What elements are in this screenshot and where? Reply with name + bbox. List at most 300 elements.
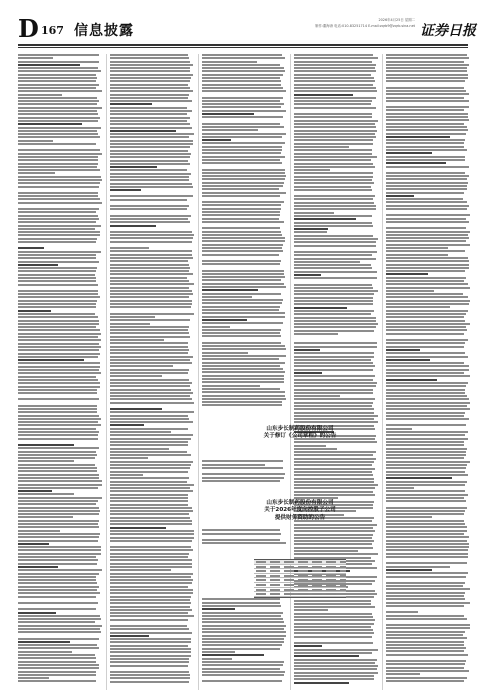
body-text-line (386, 540, 467, 542)
financial-aid-table (254, 559, 346, 598)
body-text-line (110, 270, 189, 272)
body-text-line (110, 438, 191, 440)
body-text-line (110, 408, 162, 410)
body-text-line (386, 109, 464, 111)
body-text-line (110, 103, 152, 105)
body-text-line (18, 61, 99, 63)
body-text-line (110, 533, 194, 535)
body-text-line (202, 87, 283, 89)
body-text-line (386, 566, 450, 568)
body-text-line (18, 127, 101, 129)
body-text-line (110, 218, 188, 220)
body-text-line (386, 359, 430, 361)
body-text-line (294, 534, 373, 536)
body-text-line (202, 254, 279, 256)
body-text-line (386, 221, 469, 223)
body-text-line (202, 362, 285, 364)
body-text-line (202, 159, 280, 161)
body-text-line (386, 267, 469, 269)
body-text-line (110, 287, 189, 289)
body-text-line (110, 163, 190, 165)
body-text-line (386, 523, 465, 525)
body-text-line (18, 671, 96, 673)
body-text-line (386, 588, 470, 590)
body-text-line (202, 172, 285, 174)
body-text-line (18, 680, 96, 682)
body-text-line (110, 415, 188, 417)
body-text-line (386, 454, 466, 456)
body-text-line (202, 214, 280, 216)
body-text-line (386, 530, 467, 532)
body-text-line (294, 67, 375, 69)
body-text-line (202, 391, 285, 393)
body-text-line (202, 365, 280, 367)
body-text-line (294, 412, 374, 414)
body-text-line (18, 493, 74, 495)
body-text-line (110, 107, 187, 109)
body-text-line (110, 136, 189, 138)
body-text-line (18, 176, 101, 178)
body-text-line (294, 176, 373, 178)
body-text-line (386, 237, 469, 239)
body-text-line (110, 389, 191, 391)
body-text-line (18, 569, 102, 571)
body-text-line (18, 57, 53, 59)
body-text-line (18, 523, 98, 525)
body-text-line (202, 306, 280, 308)
body-text-line (110, 254, 192, 256)
body-text-line (18, 444, 74, 446)
body-text-line (110, 392, 193, 394)
body-text-line (18, 602, 98, 604)
body-text-line (110, 461, 193, 463)
body-text-line (18, 251, 101, 253)
body-text-line (18, 136, 100, 138)
body-text-line (294, 310, 374, 312)
body-text-line (18, 641, 70, 643)
body-text-line (110, 582, 192, 584)
body-text-line (110, 346, 188, 348)
body-text-line (202, 299, 283, 301)
body-text-line (294, 323, 378, 325)
body-text-line (294, 659, 377, 661)
body-text-line (386, 451, 466, 453)
body-text-line (386, 178, 467, 180)
body-text-line (18, 428, 96, 430)
body-text-line (386, 329, 467, 331)
body-text-line (110, 293, 193, 295)
body-text-line (110, 537, 194, 539)
body-text-line (294, 362, 373, 364)
body-text-line (386, 582, 465, 584)
body-text-line (294, 64, 376, 66)
body-text-line (202, 149, 282, 151)
body-text-line (202, 539, 280, 541)
body-text-line (386, 556, 468, 558)
body-text-line (110, 339, 164, 341)
body-text-line (294, 120, 378, 122)
body-text-line (294, 448, 337, 450)
body-text-line (18, 284, 98, 286)
body-text-line (18, 664, 99, 666)
body-text-line (18, 179, 102, 181)
body-text-line (386, 264, 469, 266)
body-text-line (202, 631, 286, 633)
body-text-line (294, 395, 340, 397)
body-text-line (18, 625, 102, 627)
body-text-line (18, 257, 96, 259)
body-text-line (386, 303, 469, 305)
body-text-line (386, 641, 464, 643)
body-text-line (18, 329, 100, 331)
body-text-line (202, 227, 280, 229)
body-text-line (18, 153, 102, 155)
body-text-line (294, 451, 376, 453)
body-text-line (18, 438, 98, 440)
body-text-line (386, 667, 464, 669)
body-text-line (294, 271, 377, 273)
body-text-line (294, 609, 328, 611)
body-text-line (294, 553, 378, 555)
body-text-line (202, 208, 281, 210)
body-text-line (202, 658, 232, 660)
body-text-line (386, 365, 469, 367)
body-text-line (202, 54, 282, 56)
body-text-line (202, 77, 280, 79)
body-text-line (18, 234, 100, 236)
body-text-line (386, 113, 468, 115)
body-text-line (294, 274, 321, 276)
body-text-line (386, 195, 414, 197)
body-text-line (386, 254, 448, 256)
body-text-line (110, 208, 187, 210)
body-text-line (18, 149, 100, 151)
column-divider (106, 54, 107, 690)
body-text-line (294, 238, 378, 240)
body-text-line (294, 385, 376, 387)
body-text-line (202, 169, 285, 171)
body-text-line (202, 395, 285, 397)
body-text-line (18, 369, 99, 371)
body-text-line (18, 589, 97, 591)
body-text-line (294, 116, 372, 118)
body-text-line (386, 497, 464, 499)
body-text-line (294, 623, 374, 625)
body-text-line (294, 418, 374, 420)
body-text-line (110, 556, 188, 558)
body-text-line (18, 182, 100, 184)
body-text-line (386, 54, 467, 56)
body-text-line (294, 494, 375, 496)
body-text-line (110, 421, 193, 423)
body-text-line (110, 372, 188, 374)
body-text-line (18, 313, 95, 315)
body-text-line (202, 116, 283, 118)
body-text-line (386, 283, 468, 285)
body-text-line (202, 326, 230, 328)
body-text-line (110, 411, 194, 413)
body-text-line (110, 176, 189, 178)
body-text-line (18, 97, 97, 99)
body-text-line (110, 428, 188, 430)
body-text-line (202, 460, 283, 462)
body-text-line (386, 280, 464, 282)
body-text-line (202, 279, 281, 281)
body-text-line (18, 457, 95, 459)
body-text-line (294, 317, 376, 319)
body-text-line (202, 648, 280, 650)
body-text-line (202, 247, 282, 249)
body-text-line (294, 166, 375, 168)
body-text-line (110, 497, 188, 499)
body-text-line (110, 448, 169, 450)
body-text-line (294, 267, 372, 269)
body-text-line (18, 513, 99, 515)
body-text-line (294, 481, 374, 483)
body-text-line (18, 293, 98, 295)
body-text-line (110, 290, 192, 292)
body-text-line (18, 356, 98, 358)
body-text-line (294, 245, 376, 247)
body-text-line (294, 359, 371, 361)
body-text-line (18, 424, 101, 426)
body-text-line (110, 635, 149, 637)
body-text-line (202, 273, 284, 275)
masthead-rule-thin (18, 47, 468, 48)
body-text-line (110, 641, 191, 643)
body-text-line (202, 302, 282, 304)
body-text-line (110, 602, 191, 604)
body-text-line (110, 444, 188, 446)
body-text-line (18, 654, 95, 656)
body-text-line (110, 169, 187, 171)
body-text-line (294, 300, 373, 302)
body-text-line (386, 156, 465, 158)
body-text-line (386, 516, 432, 518)
body-text-line (110, 566, 192, 568)
body-text-line (386, 576, 466, 578)
newspaper-logo: 证券日报 (420, 23, 476, 39)
body-text-line (110, 586, 188, 588)
body-text-line (386, 484, 465, 486)
body-text-line (202, 61, 257, 63)
body-text-line (18, 579, 96, 581)
body-text-line (18, 202, 102, 204)
body-text-line (110, 481, 187, 483)
body-text-line (202, 70, 285, 72)
body-text-line (18, 140, 53, 142)
body-text-line (18, 618, 101, 620)
body-text-line (294, 139, 373, 141)
body-text-line (202, 100, 280, 102)
body-text-line (386, 415, 464, 417)
body-text-line (386, 142, 464, 144)
body-text-line (110, 323, 150, 325)
body-text-line (294, 415, 378, 417)
body-text-line (386, 326, 466, 328)
body-text-line (18, 306, 96, 308)
body-text-line (386, 624, 470, 626)
body-text-line (386, 615, 464, 617)
body-text-line (110, 398, 192, 400)
body-text-line (294, 251, 377, 253)
body-text-line (202, 342, 281, 344)
body-text-line (386, 352, 465, 354)
body-text-line (294, 497, 338, 499)
body-text-line (18, 247, 44, 249)
body-text-line (294, 208, 376, 210)
body-text-line (386, 152, 432, 154)
body-text-line (386, 250, 465, 252)
body-text-line (202, 263, 280, 265)
body-text-line (110, 332, 189, 334)
body-text-line (294, 100, 372, 102)
body-text-line (386, 654, 468, 656)
body-text-line (18, 674, 96, 676)
body-text-line (294, 258, 376, 260)
body-text-line (386, 80, 465, 82)
body-text-line (110, 563, 192, 565)
body-text-line (202, 621, 284, 623)
body-text-line (386, 356, 468, 358)
body-text-line (110, 336, 190, 338)
body-text-line (294, 123, 375, 125)
body-text-line (202, 80, 281, 82)
body-text-line (110, 231, 192, 233)
body-text-line (110, 658, 189, 660)
body-text-line (110, 247, 149, 249)
body-text-line (18, 84, 99, 86)
body-text-line (110, 424, 144, 426)
body-text-line (110, 609, 192, 611)
body-text-line (386, 172, 465, 174)
body-text-line (386, 428, 412, 430)
body-text-line (110, 150, 188, 152)
body-text-line (202, 244, 283, 246)
body-text-line (202, 97, 283, 99)
body-text-line (18, 107, 102, 109)
body-text-line (110, 349, 189, 351)
body-text-line (294, 356, 374, 358)
body-text-line (386, 602, 470, 604)
body-text-line (110, 520, 192, 522)
body-text-line (202, 64, 280, 66)
body-text-line (294, 218, 356, 220)
body-text-line (294, 678, 374, 680)
body-text-line (18, 451, 96, 453)
body-text-line (18, 90, 102, 92)
body-text-line (386, 533, 464, 535)
body-text-line (110, 467, 190, 469)
table-row (254, 592, 346, 597)
body-text-line (386, 64, 469, 66)
body-text-line (202, 146, 282, 148)
body-text-line (110, 379, 189, 381)
body-text-line (110, 612, 188, 614)
column-divider (198, 54, 199, 690)
body-text-line (386, 595, 464, 597)
body-text-line (294, 547, 373, 549)
body-text-line (18, 677, 49, 679)
section-name: 信息披露 (74, 23, 134, 39)
body-text-line (18, 392, 97, 394)
body-text-line (386, 201, 467, 203)
body-text-line (110, 474, 143, 476)
body-text-line (202, 142, 285, 144)
body-text-line (18, 117, 100, 119)
notice-headline-articles-amendment (254, 426, 346, 441)
body-text-line (18, 526, 99, 528)
body-text-line (18, 225, 101, 227)
body-text-line (386, 270, 465, 272)
body-text-line (386, 333, 464, 335)
body-text-line (110, 67, 190, 69)
body-text-line (110, 471, 188, 473)
body-text-line (294, 159, 371, 161)
body-text-line (110, 553, 189, 555)
body-text-line (294, 491, 373, 493)
body-text-line (386, 572, 468, 574)
body-text-line (18, 533, 100, 535)
body-text-line (110, 267, 190, 269)
body-text-line (386, 441, 464, 443)
body-text-line (386, 119, 469, 121)
body-text-line (202, 175, 286, 177)
body-text-line (386, 494, 468, 496)
body-text-line (386, 182, 468, 184)
body-text-line (294, 297, 373, 299)
body-text-line (110, 199, 187, 201)
body-text-line (202, 319, 247, 321)
body-text-line (386, 481, 467, 483)
body-text-line (386, 185, 467, 187)
body-text-line (18, 540, 98, 542)
body-text-line (386, 398, 469, 400)
body-text-line (294, 540, 374, 542)
body-text-line (110, 352, 188, 354)
body-text-line (110, 189, 141, 191)
body-text-line (18, 431, 99, 433)
body-text-line (202, 178, 285, 180)
body-text-line (202, 289, 258, 291)
body-text-line (18, 490, 52, 492)
body-text-line (294, 629, 373, 631)
body-text-line (110, 64, 193, 66)
body-text-line (386, 631, 465, 633)
body-text-line (202, 533, 281, 535)
body-text-line (202, 615, 281, 617)
body-text-line (386, 461, 470, 463)
body-text-line (294, 662, 375, 664)
body-text-line (386, 244, 470, 246)
body-text-line (294, 293, 374, 295)
body-text-line (294, 655, 359, 657)
body-text-line (202, 237, 285, 239)
body-text-line (294, 143, 373, 145)
body-text-line (110, 540, 192, 542)
body-text-line (18, 320, 99, 322)
body-text-line (110, 241, 192, 243)
body-text-line (294, 606, 375, 608)
body-text-line (386, 320, 465, 322)
body-text-line (18, 553, 101, 555)
body-text-line (18, 398, 99, 400)
body-text-line (386, 362, 464, 364)
body-text-line (386, 647, 466, 649)
body-text-line (110, 133, 194, 135)
body-text-line (202, 529, 280, 531)
body-text-line (294, 54, 373, 56)
